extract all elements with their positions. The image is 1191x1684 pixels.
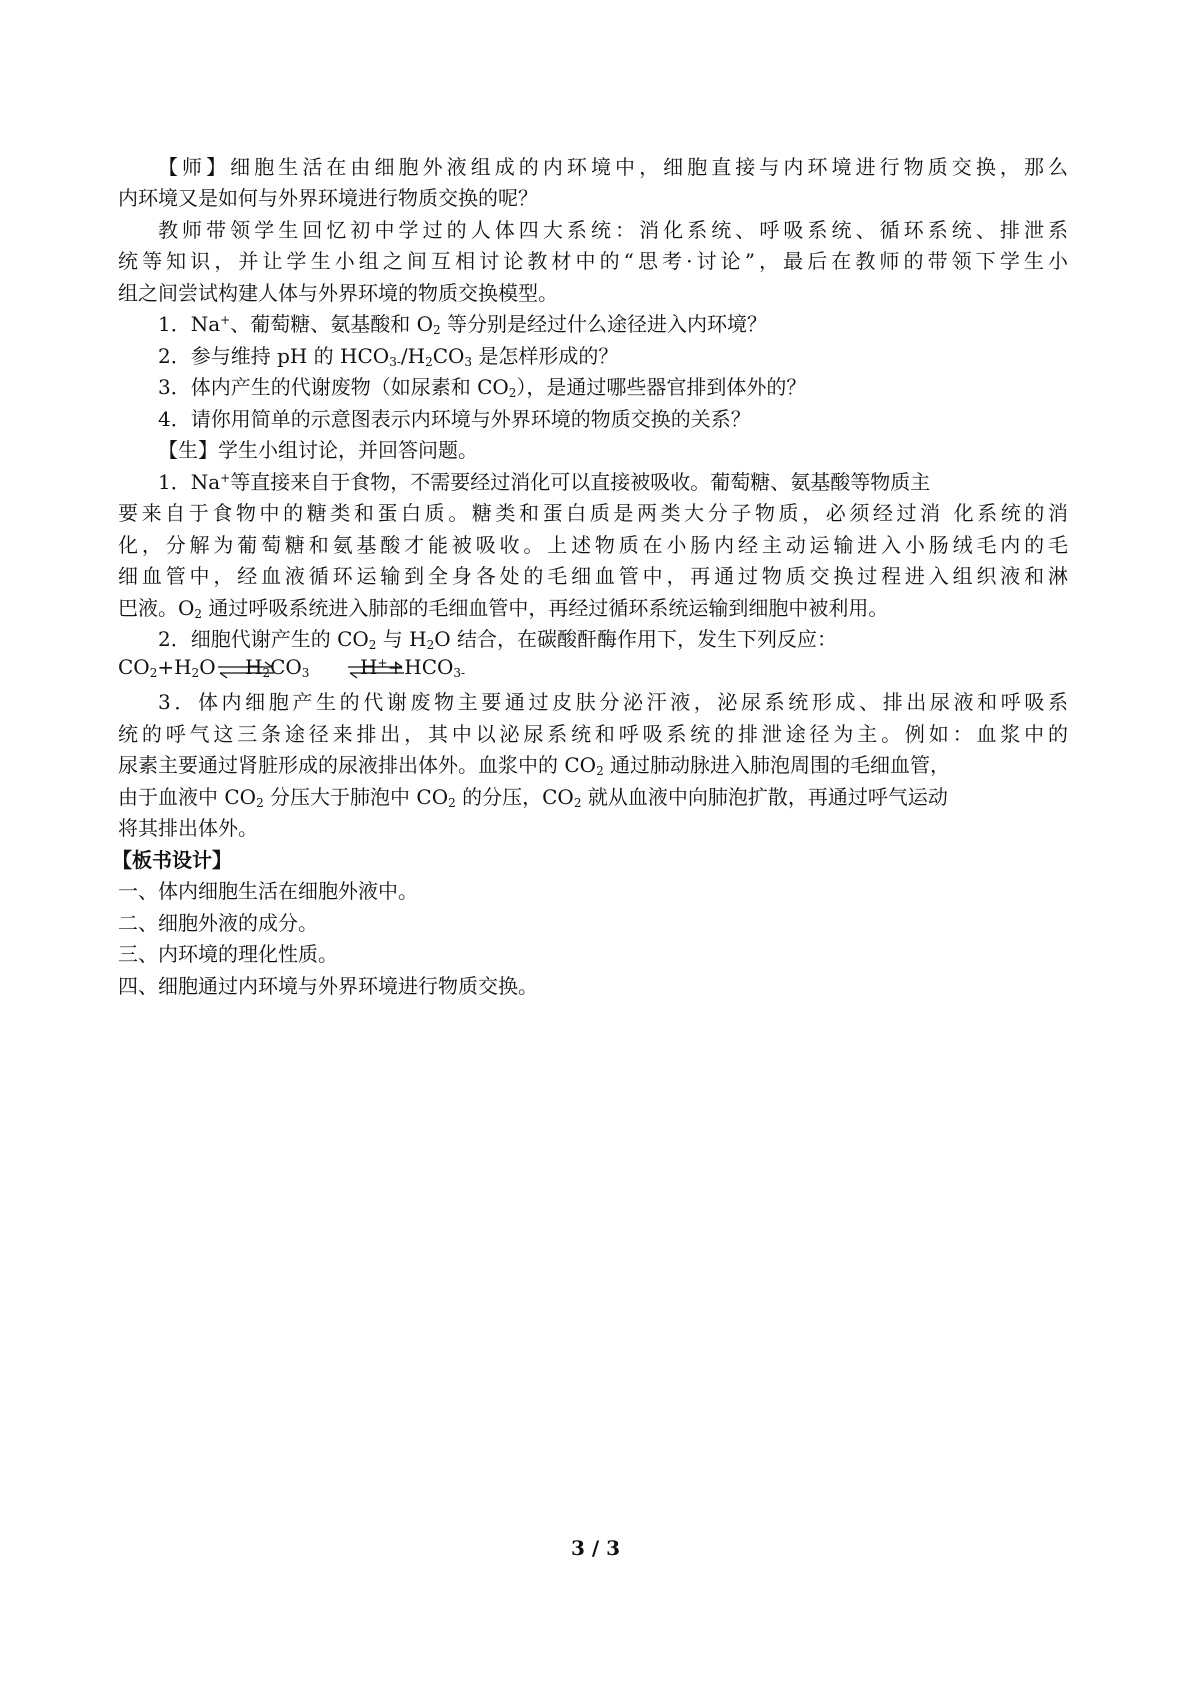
para2-line3: 组之间尝试构建人体与外界环境的物质交换模型。: [118, 281, 558, 305]
answer1-line4: 细血管中，经血液循环运输到全身各处的毛细血管中，再通过物质交换过程进入组织液和淋: [118, 564, 1068, 588]
equation-ions: $H^++HCO_{3-}$: [360, 655, 466, 680]
board-item-2: 二、细胞外液的成分。: [118, 911, 318, 935]
para1-line1: 【师】细胞生活在由细胞外液组成的内环境中，细胞直接与内环境进行物质交换，那么: [158, 155, 1068, 179]
answer3-line5: 将其排出体外。: [118, 816, 258, 840]
answer3-line4: 由于血液中 $CO_2$ 分压大于肺泡中 $CO_2$ 的分压，$CO_2$ 就从血液中向肺泡扩散，再通过呼气运动: [118, 785, 948, 810]
equation-carbonic-acid: $H_2CO_3$: [245, 655, 310, 680]
question-3: 3．体内产生的代谢废物（如尿素和 $CO_2$），是通过哪些器官排到体外的？: [158, 375, 807, 400]
answer1-line2: 要来自于食物中的糖类和蛋白质。糖类和蛋白质是两类大分子物质，必须经过消 化系统的消: [118, 501, 1068, 525]
question-4: 4．请你用简单的示意图表示内环境与外界环境的物质交换的关系？: [158, 407, 751, 431]
board-item-4: 四、细胞通过内环境与外界环境进行物质交换。: [118, 974, 538, 998]
question-1: 1．Na+、葡萄糖、氨基酸和 $O_2$ 等分别是经过什么途径进入内环境？: [158, 312, 767, 337]
answer1-line5: 巴液。$O_2$ 通过呼吸系统进入肺部的毛细血管中，再经过循环系统运输到细胞中被利用。: [118, 596, 889, 621]
page-number: 3 / 3: [570, 1536, 621, 1560]
answer3-line1: 3．体内细胞产生的代谢废物主要通过皮肤分泌汗液，泌尿系统形成、排出尿液和呼吸系: [158, 690, 1068, 714]
answer2-line1: 2．细胞代谢产生的 $CO_2$ 与 $H_2O$ 结合，在碳酸酐酶作用下，发生下列反应：: [158, 627, 837, 652]
answer1-line1: 1．Na+等直接来自于食物，不需要经过消化可以直接被吸收。葡萄糖、氨基酸等物质主: [158, 470, 931, 494]
board-item-3: 三、内环境的理化性质。: [118, 942, 338, 966]
board-design-heading: 【板书设计】: [112, 848, 232, 872]
question-2: 2．参与维持 pH 的 $HCO_{3-}/H_2CO_3$ 是怎样形成的？: [158, 344, 619, 369]
answer3-line2: 统的呼气这三条途径来排出，其中以泌尿系统和呼吸系统的排泄途径为主。例如：血浆中的: [118, 722, 1068, 746]
para2-line1: 教师带领学生回忆初中学过的人体四大系统：消化系统、呼吸系统、循环系统、排泄系: [158, 218, 1068, 242]
equation-reactants: $CO_2+H_2O$: [118, 655, 216, 680]
para2-line2: 统等知识，并让学生小组之间互相讨论教材中的“思考·讨论”，最后在教师的带领下学生小: [118, 249, 1068, 273]
answer3-line3: 尿素主要通过肾脏形成的尿液排出体外。血浆中的 $CO_2$ 通过肺动脉进入肺泡周围的毛细血管，: [118, 753, 951, 778]
answer1-line3: 化，分解为葡萄糖和氨基酸才能被吸收。上述物质在小肠内经主动运输进入小肠绒毛内的毛: [118, 533, 1068, 557]
board-item-1: 一、体内细胞生活在细胞外液中。: [118, 879, 418, 903]
student-heading: 【生】学生小组讨论，并回答问题。: [158, 438, 478, 462]
reaction-equation: [118, 655, 538, 683]
para1-line2: 内环境又是如何与外界环境进行物质交换的呢？: [118, 186, 538, 210]
